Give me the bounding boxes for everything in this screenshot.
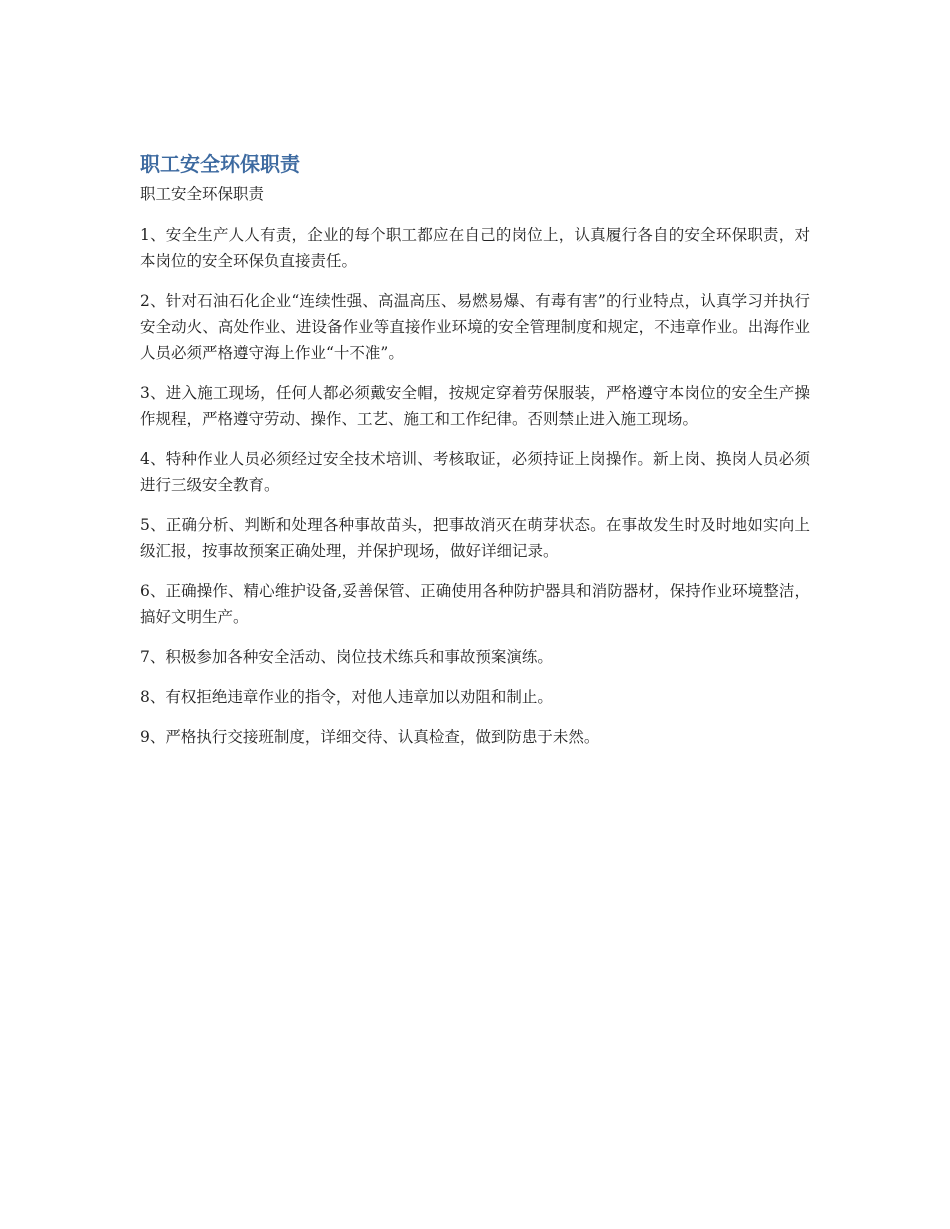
paragraph-2: 2、针对石油石化企业“连续性强、高温高压、易燃易爆、有毒有害”的行业特点，认真学习并执行安全动火、高处作业、进设备作业等直接作业环境的安全管理制度和规定，不违章作业。出海作业人员必须严格遵守海上作业“十不准”。: [140, 292, 810, 362]
document-page: [140, 150, 810, 764]
document-subtitle: 职工安全环保职责: [140, 185, 265, 203]
paragraph-3: 3、进入施工现场，任何人都必须戴安全帽，按规定穿着劳保服装，严格遵守本岗位的安全生产操作规程，严格遵守劳动、操作、工艺、施工和工作纪律。否则禁止进入施工现场。: [140, 384, 810, 428]
paragraph-6: 6、正确操作、精心维护设备,妥善保管、正确使用各种防护器具和消防器材，保持作业环境整洁，搞好文明生产。: [140, 582, 810, 626]
paragraph-8: 8、有权拒绝违章作业的指令，对他人违章加以劝阻和制止。: [140, 688, 553, 706]
paragraph-1: 1、安全生产人人有责，企业的每个职工都应在自己的岗位上，认真履行各自的安全环保职责，对本岗位的安全环保负直接责任。: [140, 226, 810, 270]
paragraph-4: 4、特种作业人员必须经过安全技术培训、考核取证，必须持证上岗操作。新上岗、换岗人员必须进行三级安全教育。: [140, 450, 810, 494]
paragraph-7: 7、积极参加各种安全活动、岗位技术练兵和事故预案演练。: [140, 648, 553, 666]
paragraph-9: 9、严格执行交接班制度，详细交待、认真检查，做到防患于未然。: [140, 728, 600, 746]
document-title: 职工安全环保职责: [140, 152, 300, 176]
paragraph-5: 5、正确分析、判断和处理各种事故苗头，把事故消灭在萌芽状态。在事故发生时及时地如实向上级汇报，按事故预案正确处理，并保护现场，做好详细记录。: [140, 516, 810, 560]
